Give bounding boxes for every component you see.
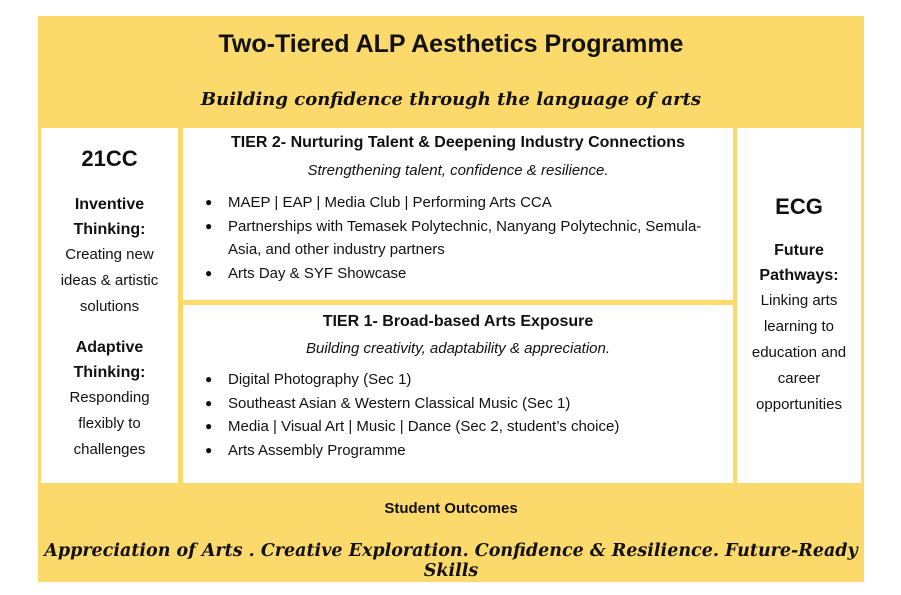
future-pathways-text: Linking arts learning to education and career opportunities — [751, 292, 847, 413]
tier2-title: TIER 2- Nurturing Talent & Deepening Industry Connections — [231, 134, 685, 151]
diagram-tagline: Building confidence through the language of arts — [200, 89, 702, 110]
tier2-item: ● MAEP | EAP | Media Club | Performing Arts CCA — [183, 191, 713, 215]
tier2-list — [183, 191, 733, 285]
21cc-heading: 21CC — [81, 146, 138, 171]
tier1-item: ● Southeast Asian & Western Classical Music (Sec 1) — [183, 392, 733, 416]
tier1-item: ● Arts Assembly Programme — [183, 439, 733, 463]
tier2-subtitle: Strengthening talent, confidence & resilience. — [307, 162, 609, 179]
tier1-title: TIER 1- Broad-based Arts Exposure — [322, 313, 594, 330]
adaptive-thinking-heading: Adaptive Thinking: — [73, 339, 146, 381]
adaptive-thinking-text: Responding flexibly to challenges — [69, 389, 150, 458]
tier1-panel — [183, 305, 733, 483]
ecg-panel — [737, 128, 861, 483]
ecg-heading: ECG — [775, 194, 823, 219]
tier1-item: ● Media | Visual Art | Music | Dance (Sec 2, student’s choice) — [183, 415, 733, 439]
student-outcomes-title: Student Outcomes — [384, 500, 518, 517]
inventive-thinking-text: Creating new ideas & artistic solutions — [60, 246, 159, 315]
tier2-item: ● Partnerships with Temasek Polytechnic, Nanyang Polytechnic, Semula-Asia, and other industry partners — [183, 215, 713, 262]
21cc-panel — [41, 128, 178, 483]
future-pathways-heading: Future Pathways: — [759, 242, 839, 284]
tier2-item: ● Arts Day & SYF Showcase — [183, 262, 713, 286]
diagram-title: Two-Tiered ALP Aesthetics Programme — [218, 30, 684, 58]
programme-diagram — [38, 16, 864, 582]
tier1-subtitle: Building creativity, adaptability & appreciation. — [305, 340, 611, 357]
tier2-panel — [183, 128, 733, 300]
inventive-thinking-heading: Inventive Thinking: — [73, 196, 146, 238]
tier1-item: ● Digital Photography (Sec 1) — [183, 368, 733, 392]
tier1-list — [183, 368, 733, 462]
student-outcomes-text: Appreciation of Arts . Creative Exploration. Confidence & Resilience. Future-Ready Skills — [44, 541, 858, 581]
